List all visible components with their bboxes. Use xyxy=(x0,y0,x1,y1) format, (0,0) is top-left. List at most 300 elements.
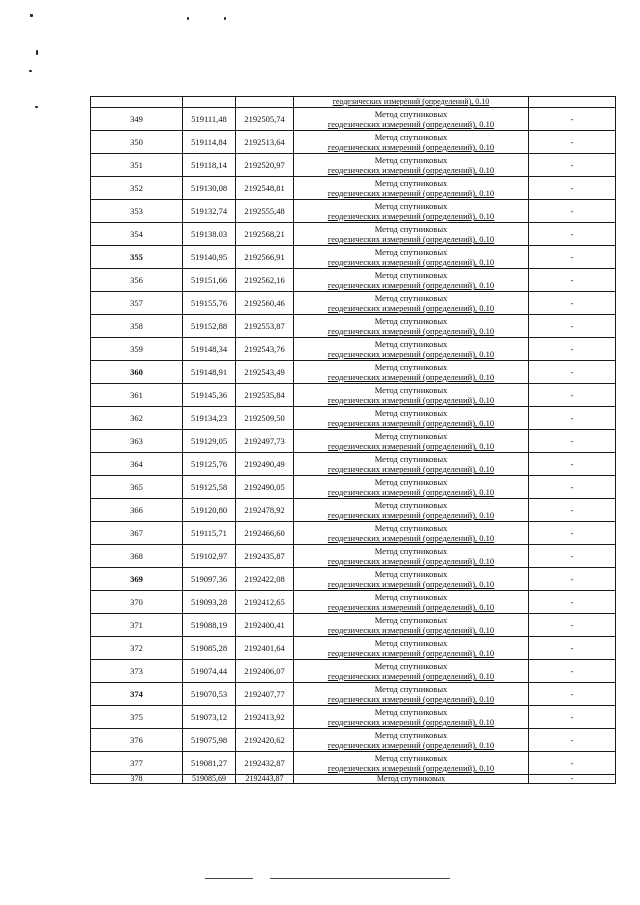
scan-speck xyxy=(187,17,189,20)
cell-y xyxy=(236,223,294,246)
point-number: 362 xyxy=(130,412,143,423)
point-number: 357 xyxy=(130,297,143,308)
table-row xyxy=(91,660,616,683)
coord-x: 519140,95 xyxy=(190,251,228,262)
method-line2: геодезических измерений (определений), 0.10 xyxy=(327,372,495,382)
extra-value: - xyxy=(570,688,574,699)
cell-x xyxy=(183,131,236,154)
point-number: 363 xyxy=(130,435,143,446)
cell-num xyxy=(91,476,183,499)
cell-num xyxy=(91,660,183,683)
point-number: 373 xyxy=(130,665,143,676)
cell-y xyxy=(236,177,294,200)
cell-y xyxy=(236,430,294,453)
extra-value: - xyxy=(570,527,574,538)
method-line2: геодезических измерений (определений), 0.10 xyxy=(327,625,495,635)
cell-extra xyxy=(529,522,616,545)
cell-num xyxy=(91,97,183,108)
coord-y: 2192466,60 xyxy=(244,527,285,538)
coord-y: 2192497,73 xyxy=(244,435,285,446)
coord-x: 519120,80 xyxy=(190,504,228,515)
cell-y xyxy=(236,97,294,108)
cell-x xyxy=(183,269,236,292)
coord-x: 519097,36 xyxy=(190,573,228,584)
cell-num xyxy=(91,545,183,568)
coord-x: 519155,76 xyxy=(190,297,228,308)
extra-value: - xyxy=(570,596,574,607)
table-row xyxy=(91,522,616,545)
cell-x xyxy=(183,97,236,108)
method-line2: геодезических измерений (определений), 0.10 xyxy=(327,510,495,520)
method-line1: Метод спутниковых xyxy=(374,500,448,510)
table-row xyxy=(91,637,616,660)
method-line2: геодезических измерений (определений), 0.10 xyxy=(327,763,495,773)
method-line2: геодезических измерений (определений), 0.10 xyxy=(327,211,495,221)
point-number: 354 xyxy=(130,228,143,239)
table-row xyxy=(91,154,616,177)
point-number: 355 xyxy=(130,251,143,262)
coord-x: 519085,69 xyxy=(192,774,226,783)
cell-method xyxy=(294,154,529,177)
method-line1: Метод спутниковых xyxy=(374,615,448,625)
coord-y: 2192420,62 xyxy=(244,734,285,745)
extra-value: - xyxy=(570,757,574,768)
method-line2: геодезических измерений (определений), 0.10 xyxy=(327,464,495,474)
point-number: 365 xyxy=(130,481,143,492)
cell-num xyxy=(91,706,183,729)
method-fragment: геодезических измерений (определений), 0.10 xyxy=(332,97,490,106)
extra-value: - xyxy=(570,389,574,400)
method-line2: геодезических измерений (определений), 0.10 xyxy=(327,418,495,428)
cell-num xyxy=(91,637,183,660)
method-line2: геодезических измерений (определений), 0.10 xyxy=(327,579,495,589)
coord-x: 519075,98 xyxy=(190,734,228,745)
cell-extra xyxy=(529,315,616,338)
table-row xyxy=(91,223,616,246)
method-line2: геодезических измерений (определений), 0.10 xyxy=(327,740,495,750)
point-number: 361 xyxy=(130,389,143,400)
cell-y xyxy=(236,361,294,384)
coord-x: 519145,36 xyxy=(190,389,228,400)
point-number: 375 xyxy=(130,711,143,722)
coord-x: 519138.03 xyxy=(190,228,228,239)
coord-x: 519093,28 xyxy=(190,596,228,607)
point-number: 359 xyxy=(130,343,143,354)
method-line1: Метод спутниковых xyxy=(374,546,448,556)
cell-method xyxy=(294,545,529,568)
method-line1: Метод спутниковых xyxy=(374,454,448,464)
cell-x xyxy=(183,292,236,315)
cell-num xyxy=(91,108,183,131)
cell-y xyxy=(236,614,294,637)
cell-x xyxy=(183,407,236,430)
cell-x xyxy=(183,430,236,453)
extra-value: - xyxy=(570,297,574,308)
point-number: 358 xyxy=(130,320,143,331)
cell-extra xyxy=(529,108,616,131)
cell-y xyxy=(236,545,294,568)
coord-x: 519134,23 xyxy=(190,412,228,423)
extra-value: - xyxy=(570,642,574,653)
table-row xyxy=(91,706,616,729)
method-line1: Метод спутниковых xyxy=(374,707,448,717)
method-line1: Метод спутниковых xyxy=(374,684,448,694)
cell-x xyxy=(183,361,236,384)
cell-x xyxy=(183,499,236,522)
cell-extra xyxy=(529,660,616,683)
point-number: 353 xyxy=(130,205,143,216)
coord-y: 2192412,65 xyxy=(244,596,285,607)
cell-method xyxy=(294,315,529,338)
method-line2: геодезических измерений (определений), 0.10 xyxy=(327,533,495,543)
cell-method xyxy=(294,177,529,200)
coord-y: 2192443,87 xyxy=(245,774,284,783)
cell-extra xyxy=(529,177,616,200)
cell-y xyxy=(236,315,294,338)
cell-y xyxy=(236,246,294,269)
coord-y: 2192400,41 xyxy=(244,619,285,630)
cell-num xyxy=(91,177,183,200)
cell-method xyxy=(294,729,529,752)
cell-num xyxy=(91,246,183,269)
extra-value: - xyxy=(570,274,574,285)
cell-x xyxy=(183,223,236,246)
cell-num xyxy=(91,292,183,315)
cell-extra xyxy=(529,729,616,752)
method-line2: геодезических измерений (определений), 0.10 xyxy=(327,234,495,244)
cell-num xyxy=(91,223,183,246)
cell-method xyxy=(294,384,529,407)
point-number: 366 xyxy=(130,504,143,515)
cell-x xyxy=(183,591,236,614)
method-line1: Метод спутниковых xyxy=(374,247,448,257)
method-line1: Метод спутниковых xyxy=(374,178,448,188)
cell-num xyxy=(91,430,183,453)
extra-value: - xyxy=(570,619,574,630)
table-row xyxy=(91,384,616,407)
method-line2: геодезических измерений (определений), 0.10 xyxy=(327,119,495,129)
cell-num xyxy=(91,154,183,177)
cell-extra xyxy=(529,407,616,430)
coord-x: 519088,19 xyxy=(190,619,228,630)
method-line2: геодезических измерений (определений), 0.10 xyxy=(327,349,495,359)
method-line1: Метод спутниковых xyxy=(374,316,448,326)
cell-method xyxy=(294,476,529,499)
cell-extra xyxy=(529,683,616,706)
cell-extra xyxy=(529,614,616,637)
cell-y xyxy=(236,200,294,223)
coord-x: 519129,05 xyxy=(190,435,228,446)
cell-method xyxy=(294,706,529,729)
method-line2: геодезических измерений (определений), 0.10 xyxy=(327,257,495,267)
coord-x: 519125,76 xyxy=(190,458,228,469)
point-number: 364 xyxy=(130,458,143,469)
cell-extra xyxy=(529,154,616,177)
table-row-continuation xyxy=(91,97,616,108)
method-line2: геодезических измерений (определений), 0.10 xyxy=(327,441,495,451)
cell-method xyxy=(294,752,529,775)
coord-y: 2192520,97 xyxy=(244,159,285,170)
cell-method xyxy=(294,97,529,108)
method-line1: Метод спутниковых xyxy=(374,201,448,211)
coord-x: 519148,91 xyxy=(190,366,228,377)
coord-y: 2192490,49 xyxy=(244,458,285,469)
extra-value: - xyxy=(570,665,574,676)
cell-extra xyxy=(529,384,616,407)
cell-extra xyxy=(529,361,616,384)
cell-extra xyxy=(529,131,616,154)
coord-y: 2192413,92 xyxy=(244,711,285,722)
cell-method xyxy=(294,453,529,476)
cell-y xyxy=(236,108,294,131)
table-row xyxy=(91,568,616,591)
footer-line xyxy=(270,878,450,879)
cell-method xyxy=(294,292,529,315)
coord-y: 2192478,92 xyxy=(244,504,285,515)
table-row xyxy=(91,361,616,384)
extra-value: - xyxy=(570,320,574,331)
point-number: 356 xyxy=(130,274,143,285)
coord-x: 519102,97 xyxy=(190,550,228,561)
cell-method xyxy=(294,269,529,292)
cell-y xyxy=(236,591,294,614)
cell-x xyxy=(183,522,236,545)
cell-method xyxy=(294,499,529,522)
cell-y xyxy=(236,568,294,591)
extra-value: - xyxy=(570,251,574,262)
cell-num xyxy=(91,752,183,775)
cell-extra xyxy=(529,568,616,591)
cell-x xyxy=(183,384,236,407)
method-line1: Метод спутниковых xyxy=(374,362,448,372)
cell-y xyxy=(236,499,294,522)
cell-method xyxy=(294,775,529,784)
coord-y: 2192548,81 xyxy=(244,182,285,193)
coord-y: 2192568,21 xyxy=(244,228,285,239)
cell-y xyxy=(236,292,294,315)
table-row xyxy=(91,476,616,499)
cell-num xyxy=(91,361,183,384)
extra-value: - xyxy=(570,412,574,423)
cell-extra xyxy=(529,246,616,269)
method-line1: Метод спутниковых xyxy=(374,592,448,602)
cell-y xyxy=(236,131,294,154)
cell-num xyxy=(91,338,183,361)
cell-x xyxy=(183,338,236,361)
method-line2: геодезических измерений (определений), 0.10 xyxy=(327,303,495,313)
cell-y xyxy=(236,775,294,784)
coord-x: 519151,66 xyxy=(190,274,228,285)
table-row xyxy=(91,108,616,131)
cell-num xyxy=(91,683,183,706)
cell-num xyxy=(91,591,183,614)
table-row xyxy=(91,614,616,637)
cell-num xyxy=(91,315,183,338)
coord-x: 519081,27 xyxy=(190,757,228,768)
scan-speck xyxy=(35,106,38,108)
table-row xyxy=(91,200,616,223)
cell-extra xyxy=(529,591,616,614)
coord-y: 2192543,49 xyxy=(244,366,285,377)
table-row xyxy=(91,499,616,522)
extra-value: - xyxy=(570,458,574,469)
cell-extra xyxy=(529,476,616,499)
table-row xyxy=(91,591,616,614)
extra-value: - xyxy=(570,343,574,354)
cell-x xyxy=(183,660,236,683)
extra-value: - xyxy=(570,481,574,492)
coord-y: 2192513,64 xyxy=(244,136,285,147)
cell-extra xyxy=(529,706,616,729)
cell-extra xyxy=(529,545,616,568)
coord-x: 519074,44 xyxy=(190,665,228,676)
method-line1: Метод спутниковых xyxy=(374,569,448,579)
cell-x xyxy=(183,752,236,775)
coord-y: 2192505,74 xyxy=(244,113,285,124)
extra-value: - xyxy=(570,228,574,239)
cell-num xyxy=(91,200,183,223)
method-line1: Метод спутниковых xyxy=(374,523,448,533)
coord-y: 2192432,87 xyxy=(244,757,285,768)
point-number: 372 xyxy=(130,642,143,653)
coord-y: 2192435,87 xyxy=(244,550,285,561)
extra-value: - xyxy=(570,182,574,193)
scan-speck xyxy=(30,14,33,17)
cell-num xyxy=(91,729,183,752)
point-number: 374 xyxy=(130,688,143,699)
method-line1: Метод спутниковых xyxy=(374,730,448,740)
point-number: 367 xyxy=(130,527,143,538)
cell-extra xyxy=(529,200,616,223)
point-number: 371 xyxy=(130,619,143,630)
cell-method xyxy=(294,361,529,384)
cell-y xyxy=(236,729,294,752)
table-row xyxy=(91,315,616,338)
point-number: 368 xyxy=(130,550,143,561)
cell-num xyxy=(91,614,183,637)
method-line2: геодезических измерений (определений), 0.10 xyxy=(327,717,495,727)
method-line2: геодезических измерений (определений), 0.10 xyxy=(327,556,495,566)
cell-method xyxy=(294,591,529,614)
cell-method xyxy=(294,522,529,545)
table-row xyxy=(91,338,616,361)
method-line1: Метод спутниковых xyxy=(374,408,448,418)
footer-line xyxy=(205,878,253,879)
cell-method xyxy=(294,223,529,246)
cell-method xyxy=(294,338,529,361)
cell-y xyxy=(236,384,294,407)
scan-speck xyxy=(224,17,226,20)
coord-y: 2192553,87 xyxy=(244,320,285,331)
cell-x xyxy=(183,108,236,131)
cell-method xyxy=(294,683,529,706)
coord-x: 519132,74 xyxy=(190,205,228,216)
extra-value: - xyxy=(570,113,574,124)
cell-extra xyxy=(529,223,616,246)
cell-x xyxy=(183,246,236,269)
cell-y xyxy=(236,660,294,683)
extra-value: - xyxy=(570,366,574,377)
cell-method xyxy=(294,637,529,660)
cell-num xyxy=(91,131,183,154)
extra-value: - xyxy=(570,550,574,561)
cell-x xyxy=(183,775,236,784)
coord-x: 519125,58 xyxy=(190,481,228,492)
cell-x xyxy=(183,315,236,338)
extra-value: - xyxy=(570,734,574,745)
cell-method xyxy=(294,407,529,430)
point-number: 369 xyxy=(130,573,143,584)
coord-x: 519118,14 xyxy=(191,159,227,170)
cell-method xyxy=(294,430,529,453)
cell-x xyxy=(183,729,236,752)
table-row xyxy=(91,683,616,706)
method-line1: Метод спутниковых xyxy=(374,224,448,234)
point-number: 377 xyxy=(130,757,143,768)
cell-num xyxy=(91,775,183,784)
cell-y xyxy=(236,154,294,177)
cell-method xyxy=(294,131,529,154)
table-row xyxy=(91,177,616,200)
table-row xyxy=(91,545,616,568)
coord-x: 519152,88 xyxy=(190,320,228,331)
cell-extra xyxy=(529,430,616,453)
cell-x xyxy=(183,614,236,637)
method-line1: Метод спутниковых xyxy=(374,385,448,395)
coordinates-table xyxy=(90,96,616,784)
cell-num xyxy=(91,407,183,430)
cell-x xyxy=(183,154,236,177)
method-line2: геодезических измерений (определений), 0.10 xyxy=(327,280,495,290)
coord-x: 519130,08 xyxy=(190,182,228,193)
point-number: 350 xyxy=(130,136,143,147)
coord-y: 2192406,07 xyxy=(244,665,285,676)
cell-method xyxy=(294,614,529,637)
cell-x xyxy=(183,200,236,223)
point-number: 351 xyxy=(130,159,143,170)
cell-x xyxy=(183,545,236,568)
cell-x xyxy=(183,706,236,729)
method-line1: Метод спутниковых xyxy=(374,477,448,487)
cell-num xyxy=(91,384,183,407)
cell-num xyxy=(91,522,183,545)
table-row-last xyxy=(91,775,616,784)
cell-extra xyxy=(529,453,616,476)
method-line2: геодезических измерений (определений), 0.10 xyxy=(327,142,495,152)
table-row xyxy=(91,246,616,269)
cell-method xyxy=(294,568,529,591)
table-row xyxy=(91,269,616,292)
point-number: 370 xyxy=(130,596,143,607)
method-line2: геодезических измерений (определений), 0.10 xyxy=(327,165,495,175)
cell-extra xyxy=(529,499,616,522)
coord-x: 519070,53 xyxy=(190,688,228,699)
method-line2: геодезических измерений (определений), 0.10 xyxy=(327,326,495,336)
cell-y xyxy=(236,338,294,361)
coord-y: 2192560,46 xyxy=(244,297,285,308)
cell-method xyxy=(294,660,529,683)
cell-x xyxy=(183,568,236,591)
point-number: 352 xyxy=(130,182,143,193)
coord-x: 519111,48 xyxy=(191,113,227,124)
extra-value: - xyxy=(570,504,574,515)
coord-x: 519148,34 xyxy=(190,343,228,354)
point-number: 360 xyxy=(130,366,143,377)
extra-value: - xyxy=(570,774,574,783)
extra-value: - xyxy=(570,573,574,584)
cell-method xyxy=(294,200,529,223)
cell-y xyxy=(236,407,294,430)
